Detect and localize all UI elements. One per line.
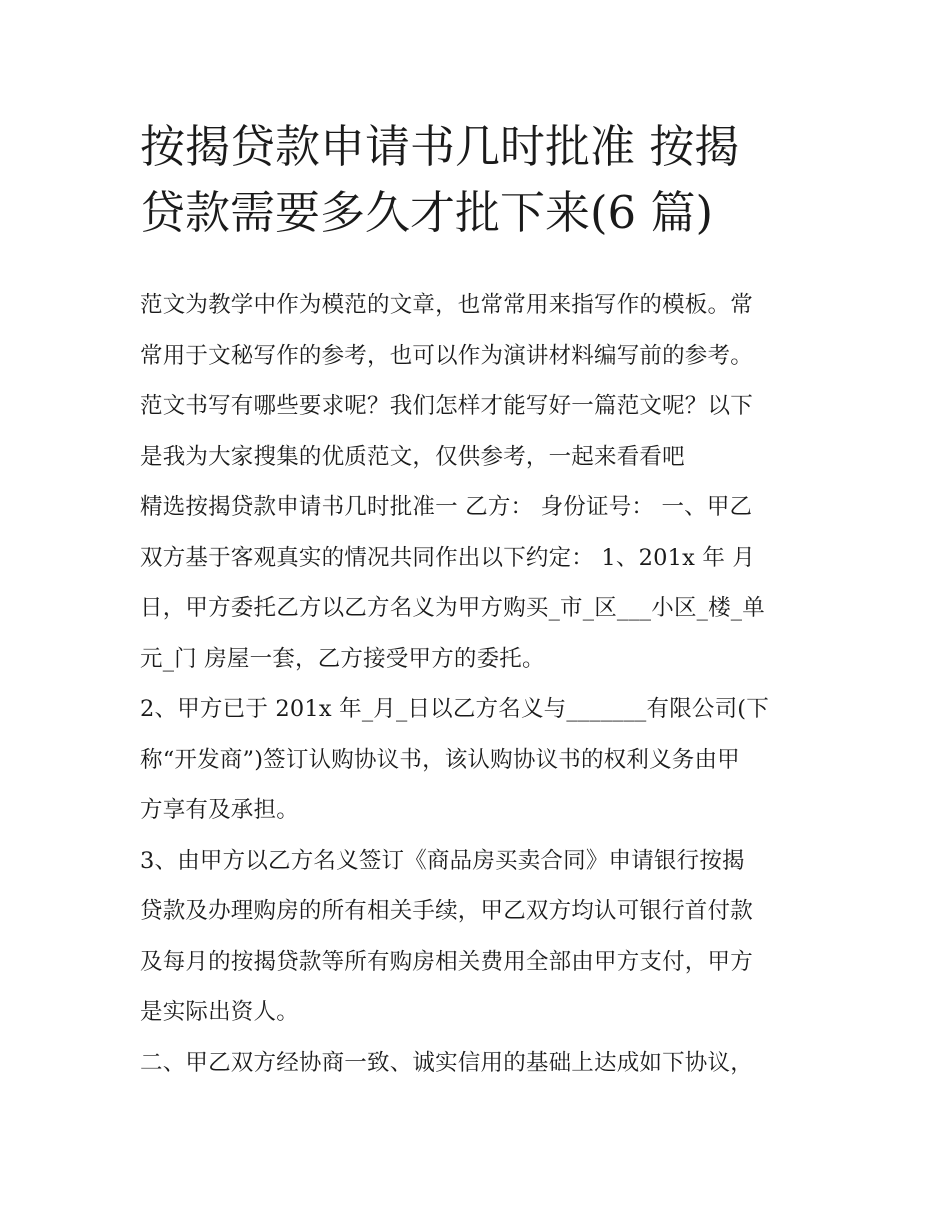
body-line: 是实际出资人。 [140, 999, 299, 1025]
body-line: 称“开发商”)签订认购协议书，该认购协议书的权利义务由甲 [140, 746, 740, 773]
body-line: 范文书写有哪些要求呢？我们怎样才能写好一篇范文呢？以下 [140, 393, 753, 419]
body-line: 常用于文秘写作的参考，也可以作为演讲材料编写前的参考。 [140, 342, 753, 369]
document-body [140, 280, 820, 1088]
body-line: 元_门 房屋一套，乙方接受甲方的委托。 [140, 645, 545, 672]
body-line: 2、甲方已于 201x 年_月_日以乙方名义与_______有限公司(下 [140, 696, 769, 722]
body-line: 精选按揭贷款申请书几时批准一 乙方： 身份证号： 一、甲乙 [140, 494, 753, 520]
body-line: 及每月的按揭贷款等所有购房相关费用全部由甲方支付，甲方 [140, 948, 753, 975]
title-line: 贷款需要多久才批下来(6 篇) [140, 186, 714, 239]
body-line: 方享有及承担。 [140, 797, 299, 823]
body-line: 日，甲方委托乙方以乙方名义为甲方购买_市_区___小区_楼_单 [140, 595, 765, 621]
body-line: 3、由甲方以乙方名义签订《商品房买卖合同》申请银行按揭 [140, 847, 745, 874]
body-line: 范文为教学中作为模范的文章，也常常用来指写作的模板。常 [140, 292, 753, 318]
document-title [140, 114, 820, 246]
body-line: 贷款及办理购房的所有相关手续，甲乙双方均认可银行首付款 [140, 898, 753, 924]
body-line: 双方基于客观真实的情况共同作出以下约定： 1、201x 年 月 [140, 544, 756, 571]
body-line: 是我为大家搜集的优质范文，仅供参考，一起来看看吧 [140, 443, 685, 470]
title-line: 按揭贷款申请书几时批准 按揭 [140, 120, 740, 173]
body-line: 二、甲乙双方经协商一致、诚实信用的基础上达成如下协议， [140, 1049, 753, 1076]
